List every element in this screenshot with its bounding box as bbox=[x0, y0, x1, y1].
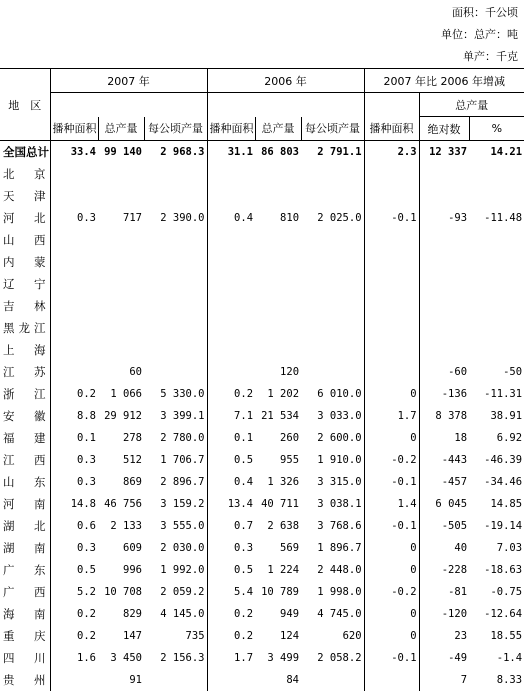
production-2007-cell: 46 756 bbox=[104, 498, 142, 510]
area-change-cell: 1.7 bbox=[364, 405, 419, 427]
production-2007-cell: 29 912 bbox=[104, 410, 142, 422]
area-change-cell: 0 bbox=[364, 383, 419, 405]
area-change-cell: -0.1 bbox=[364, 471, 419, 493]
area-2006-cell: 0.2 bbox=[207, 603, 255, 625]
table-row bbox=[0, 537, 524, 559]
area-change-cell bbox=[364, 295, 419, 317]
absolute-change-cell: -60 bbox=[419, 361, 469, 383]
yield-2007-cell: 1 992.0 bbox=[160, 564, 205, 576]
yield-2006-cell: 4 745.0 bbox=[317, 608, 362, 620]
absolute-change-cell bbox=[419, 229, 469, 251]
area-change-header: 播种面积 bbox=[364, 117, 419, 141]
region-cell: 湖南 bbox=[3, 541, 46, 555]
area-2007-header: 播种面积 bbox=[50, 117, 98, 141]
area-change-cell bbox=[364, 185, 419, 207]
year-2007-header: 2007 年 bbox=[50, 69, 207, 93]
absolute-change-cell: 40 bbox=[419, 537, 469, 559]
yield-2006-cell: 1 998.0 bbox=[317, 586, 362, 598]
production-2007-cell bbox=[98, 273, 144, 295]
production-2006-cell: 949 bbox=[280, 608, 300, 620]
region-cell: 全国总计 bbox=[3, 145, 49, 159]
area-2007-cell bbox=[50, 229, 98, 251]
production-2007-cell: 609 bbox=[123, 542, 142, 554]
area-2006-cell: 13.4 bbox=[207, 493, 255, 515]
percent-change-cell: -12.64 bbox=[484, 608, 523, 620]
total-production-subheader: 总产量 bbox=[419, 93, 524, 117]
region-cell: 江苏 bbox=[3, 365, 46, 379]
area-2006-cell bbox=[207, 185, 255, 207]
yield-2007-cell: 5 330.0 bbox=[160, 388, 205, 400]
yield-2007-cell bbox=[144, 669, 207, 691]
production-2007-cell: 829 bbox=[123, 608, 142, 620]
production-2007-cell: 60 bbox=[129, 366, 142, 378]
production-2007-cell: 869 bbox=[123, 476, 142, 488]
production-unit-note: 单位：总产：吨 bbox=[441, 28, 518, 41]
area-2006-cell: 0.4 bbox=[207, 207, 255, 229]
percent-change-cell: -18.63 bbox=[484, 564, 523, 576]
table-row bbox=[0, 339, 524, 361]
table-row bbox=[0, 295, 524, 317]
area-2006-cell: 0.2 bbox=[207, 625, 255, 647]
area-2007-cell: 8.8 bbox=[50, 405, 98, 427]
table-row bbox=[0, 625, 524, 647]
production-2007-cell bbox=[98, 229, 144, 251]
yield-2007-header: 每公顷产量 bbox=[144, 117, 207, 141]
percent-change-cell: 7.03 bbox=[496, 542, 523, 554]
yield-2006-cell: 620 bbox=[342, 630, 362, 642]
table-row bbox=[0, 273, 524, 295]
area-change-cell bbox=[364, 229, 419, 251]
absolute-change-cell bbox=[419, 317, 469, 339]
area-2006-cell: 0.2 bbox=[207, 383, 255, 405]
area-change-cell bbox=[364, 317, 419, 339]
region-cell: 天津 bbox=[3, 189, 46, 203]
area-2006-cell: 7.1 bbox=[207, 405, 255, 427]
percent-change-cell: -0.75 bbox=[490, 586, 523, 598]
yield-2006-cell bbox=[301, 229, 364, 251]
region-cell: 浙江 bbox=[3, 387, 46, 401]
table-row bbox=[0, 361, 524, 383]
production-2006-cell: 810 bbox=[280, 212, 300, 224]
table-row bbox=[0, 207, 524, 229]
region-cell: 安徽 bbox=[3, 409, 46, 423]
percent-change-cell: 38.91 bbox=[490, 410, 523, 422]
region-cell: 河南 bbox=[3, 497, 46, 511]
area-2007-cell: 5.2 bbox=[50, 581, 98, 603]
region-cell: 内蒙 bbox=[3, 255, 46, 269]
yield-unit-note: 单产：千克 bbox=[463, 50, 518, 63]
yield-2007-cell: 2 896.7 bbox=[160, 476, 205, 488]
yield-2006-cell bbox=[301, 163, 364, 185]
area-2006-cell bbox=[207, 229, 255, 251]
table-row bbox=[0, 251, 524, 273]
table-row bbox=[0, 559, 524, 581]
percent-change-cell: 14.21 bbox=[490, 146, 523, 158]
absolute-change-cell bbox=[419, 295, 469, 317]
production-2006-cell: 2 638 bbox=[267, 520, 300, 532]
absolute-change-cell: -81 bbox=[419, 581, 469, 603]
area-change-cell bbox=[364, 669, 419, 691]
percent-change-cell: -11.31 bbox=[484, 388, 523, 400]
production-2006-cell bbox=[255, 339, 301, 361]
absolute-change-cell: 6 045 bbox=[419, 493, 469, 515]
area-2006-cell: 31.1 bbox=[207, 141, 255, 164]
area-2007-cell: 0.3 bbox=[50, 537, 98, 559]
percent-change-cell bbox=[469, 251, 524, 273]
yield-2007-cell bbox=[144, 185, 207, 207]
area-2007-cell bbox=[50, 669, 98, 691]
area-change-cell: 0 bbox=[364, 537, 419, 559]
area-2006-cell bbox=[207, 163, 255, 185]
table-row bbox=[0, 471, 524, 493]
production-2007-header: 总产量 bbox=[98, 117, 144, 141]
production-2006-cell: 955 bbox=[280, 454, 300, 466]
production-2006-cell: 1 202 bbox=[267, 388, 300, 400]
yield-2007-cell: 3 555.0 bbox=[160, 520, 205, 532]
area-2006-header: 播种面积 bbox=[207, 117, 255, 141]
region-cell: 北京 bbox=[3, 167, 46, 181]
region-cell: 江西 bbox=[3, 453, 46, 467]
area-2006-cell: 0.4 bbox=[207, 471, 255, 493]
yield-2006-cell: 2 058.2 bbox=[317, 652, 362, 664]
area-2007-cell: 0.3 bbox=[50, 471, 98, 493]
production-2006-header: 总产量 bbox=[255, 117, 301, 141]
region-cell: 山东 bbox=[3, 475, 46, 489]
region-cell: 黑龙江 bbox=[3, 321, 46, 335]
production-2006-cell: 10 789 bbox=[261, 586, 300, 598]
production-2007-cell bbox=[98, 163, 144, 185]
absolute-change-cell bbox=[419, 273, 469, 295]
area-2007-cell: 0.3 bbox=[50, 207, 98, 229]
area-change-cell: -0.2 bbox=[364, 449, 419, 471]
yield-2006-cell: 3 038.1 bbox=[317, 498, 362, 510]
yield-2007-cell bbox=[144, 339, 207, 361]
absolute-change-cell: 12 337 bbox=[419, 141, 469, 164]
production-2006-cell bbox=[255, 273, 301, 295]
area-change-cell: -0.1 bbox=[364, 647, 419, 669]
production-2006-cell bbox=[255, 251, 301, 273]
area-2006-cell: 0.5 bbox=[207, 559, 255, 581]
yield-2006-cell bbox=[301, 251, 364, 273]
yield-2007-cell: 735 bbox=[185, 630, 205, 642]
table-row bbox=[0, 229, 524, 251]
yield-2006-cell bbox=[301, 273, 364, 295]
yield-2006-cell: 2 600.0 bbox=[317, 432, 362, 444]
yield-2006-cell: 1 910.0 bbox=[317, 454, 362, 466]
area-2007-cell bbox=[50, 339, 98, 361]
production-2006-cell: 120 bbox=[280, 366, 300, 378]
area-2007-cell: 0.3 bbox=[50, 449, 98, 471]
production-2007-cell: 278 bbox=[123, 432, 142, 444]
production-2007-cell: 10 708 bbox=[104, 586, 142, 598]
area-2007-cell bbox=[50, 361, 98, 383]
area-change-cell bbox=[364, 273, 419, 295]
yield-2007-cell: 2 030.0 bbox=[160, 542, 205, 554]
production-2006-cell: 124 bbox=[280, 630, 300, 642]
region-cell: 河北 bbox=[3, 211, 46, 225]
production-2007-cell: 99 140 bbox=[104, 146, 142, 158]
table-row bbox=[0, 515, 524, 537]
production-2006-cell bbox=[255, 185, 301, 207]
year-2006-header: 2006 年 bbox=[207, 69, 364, 93]
production-2006-cell: 21 534 bbox=[261, 410, 300, 422]
percent-change-cell bbox=[469, 163, 524, 185]
percent-change-cell bbox=[469, 317, 524, 339]
production-2006-cell: 260 bbox=[280, 432, 300, 444]
area-change-cell: -0.2 bbox=[364, 581, 419, 603]
area-2007-cell bbox=[50, 185, 98, 207]
yield-2007-cell bbox=[144, 163, 207, 185]
area-change-cell: 0 bbox=[364, 603, 419, 625]
region-cell: 福建 bbox=[3, 431, 46, 445]
production-2007-cell bbox=[98, 339, 144, 361]
production-2007-cell bbox=[98, 185, 144, 207]
region-cell: 山西 bbox=[3, 233, 46, 247]
production-2006-cell: 40 711 bbox=[261, 498, 300, 510]
area-2007-cell bbox=[50, 163, 98, 185]
table-row bbox=[0, 383, 524, 405]
region-cell: 湖北 bbox=[3, 519, 46, 533]
production-2006-cell: 1 224 bbox=[267, 564, 300, 576]
change-header: 2007 年比 2006 年增减 bbox=[364, 69, 524, 93]
table-row bbox=[0, 647, 524, 669]
yield-2006-header: 每公顷产量 bbox=[301, 117, 364, 141]
area-change-cell: 0 bbox=[364, 427, 419, 449]
percent-change-cell: 18.55 bbox=[490, 630, 523, 642]
absolute-change-cell: 23 bbox=[419, 625, 469, 647]
absolute-change-cell bbox=[419, 251, 469, 273]
production-2006-cell bbox=[255, 295, 301, 317]
yield-2007-cell bbox=[144, 273, 207, 295]
area-change-cell: 0 bbox=[364, 559, 419, 581]
percent-change-cell: -11.48 bbox=[484, 212, 523, 224]
yield-2007-cell: 3 399.1 bbox=[160, 410, 205, 422]
area-2007-cell: 33.4 bbox=[50, 141, 98, 164]
area-2007-cell: 14.8 bbox=[50, 493, 98, 515]
percent-change-cell bbox=[469, 295, 524, 317]
region-header: 地 区 bbox=[0, 69, 50, 141]
production-2007-cell bbox=[98, 317, 144, 339]
absolute-change-cell: -136 bbox=[419, 383, 469, 405]
area-2006-cell bbox=[207, 251, 255, 273]
percent-change-cell bbox=[469, 339, 524, 361]
area-2006-cell: 0.3 bbox=[207, 537, 255, 559]
national-total-row bbox=[0, 141, 524, 164]
percent-change-header: % bbox=[469, 117, 524, 141]
percent-change-cell: -46.39 bbox=[484, 454, 523, 466]
production-2007-cell: 717 bbox=[123, 212, 142, 224]
production-2006-cell: 86 803 bbox=[261, 146, 300, 158]
region-cell: 海南 bbox=[3, 607, 46, 621]
yield-2006-cell bbox=[301, 339, 364, 361]
area-change-cell: 1.4 bbox=[364, 493, 419, 515]
region-cell: 广西 bbox=[3, 585, 46, 599]
yield-2006-cell bbox=[301, 295, 364, 317]
yield-2007-cell bbox=[144, 317, 207, 339]
yield-2007-cell: 1 706.7 bbox=[160, 454, 205, 466]
area-2006-cell bbox=[207, 317, 255, 339]
area-2006-cell: 0.5 bbox=[207, 449, 255, 471]
region-cell: 辽宁 bbox=[3, 277, 46, 291]
area-change-cell: -0.1 bbox=[364, 515, 419, 537]
production-2007-cell: 512 bbox=[123, 454, 142, 466]
production-2006-cell bbox=[255, 229, 301, 251]
absolute-change-header: 绝对数 bbox=[419, 117, 469, 141]
yield-2006-cell: 2 025.0 bbox=[317, 212, 362, 224]
absolute-change-cell: -120 bbox=[419, 603, 469, 625]
area-2006-cell bbox=[207, 361, 255, 383]
absolute-change-cell: -505 bbox=[419, 515, 469, 537]
yield-2007-cell: 2 059.2 bbox=[160, 586, 205, 598]
percent-change-cell: -19.14 bbox=[484, 520, 523, 532]
absolute-change-cell: 7 bbox=[419, 669, 469, 691]
production-2006-cell bbox=[255, 317, 301, 339]
production-2006-cell: 1 326 bbox=[267, 476, 300, 488]
percent-change-cell: 8.33 bbox=[496, 674, 523, 686]
table-row bbox=[0, 449, 524, 471]
yield-2006-cell: 3 315.0 bbox=[317, 476, 362, 488]
yield-2007-cell: 3 159.2 bbox=[160, 498, 205, 510]
percent-change-cell: -1.4 bbox=[496, 652, 523, 664]
area-2007-cell bbox=[50, 251, 98, 273]
absolute-change-cell: -49 bbox=[419, 647, 469, 669]
yield-2006-cell bbox=[301, 317, 364, 339]
percent-change-cell: 14.85 bbox=[490, 498, 523, 510]
production-2007-cell: 91 bbox=[129, 674, 142, 686]
region-cell: 吉林 bbox=[3, 299, 46, 313]
region-cell: 贵州 bbox=[3, 673, 46, 687]
table-row bbox=[0, 493, 524, 515]
statistics-table bbox=[0, 68, 524, 691]
table-row bbox=[0, 669, 524, 691]
area-2007-cell bbox=[50, 295, 98, 317]
area-2006-cell bbox=[207, 273, 255, 295]
yield-2007-cell bbox=[144, 361, 207, 383]
production-2007-cell: 147 bbox=[123, 630, 142, 642]
production-2006-cell: 84 bbox=[286, 674, 300, 686]
area-unit-note: 面积：千公顷 bbox=[452, 6, 518, 19]
absolute-change-cell: -457 bbox=[419, 471, 469, 493]
area-2007-cell: 0.6 bbox=[50, 515, 98, 537]
yield-2007-cell: 2 780.0 bbox=[160, 432, 205, 444]
yield-2006-cell: 3 768.6 bbox=[317, 520, 362, 532]
area-change-cell: -0.1 bbox=[364, 207, 419, 229]
percent-change-cell bbox=[469, 185, 524, 207]
yield-2007-cell: 2 968.3 bbox=[160, 146, 205, 158]
table-row bbox=[0, 427, 524, 449]
table-row bbox=[0, 163, 524, 185]
table-row bbox=[0, 603, 524, 625]
absolute-change-cell bbox=[419, 185, 469, 207]
area-2007-cell: 0.2 bbox=[50, 625, 98, 647]
area-change-cell: 0 bbox=[364, 625, 419, 647]
area-2006-cell: 1.7 bbox=[207, 647, 255, 669]
area-change-cell: 2.3 bbox=[364, 141, 419, 164]
area-2006-cell bbox=[207, 669, 255, 691]
yield-2007-cell: 2 156.3 bbox=[160, 652, 205, 664]
absolute-change-cell: -93 bbox=[419, 207, 469, 229]
area-change-cell bbox=[364, 163, 419, 185]
absolute-change-cell: 18 bbox=[419, 427, 469, 449]
area-2007-cell bbox=[50, 317, 98, 339]
area-2006-cell: 0.1 bbox=[207, 427, 255, 449]
area-2007-cell bbox=[50, 273, 98, 295]
yield-2006-cell bbox=[301, 361, 364, 383]
yield-2006-cell: 2 791.1 bbox=[317, 146, 362, 158]
area-2006-cell: 5.4 bbox=[207, 581, 255, 603]
area-2007-cell: 0.2 bbox=[50, 603, 98, 625]
yield-2006-cell bbox=[301, 669, 364, 691]
yield-2006-cell: 2 448.0 bbox=[317, 564, 362, 576]
percent-change-cell: -50 bbox=[503, 366, 523, 378]
production-2007-cell: 996 bbox=[123, 564, 142, 576]
table-row bbox=[0, 317, 524, 339]
yield-2007-cell bbox=[144, 295, 207, 317]
yield-2006-cell: 6 010.0 bbox=[317, 388, 362, 400]
production-2006-cell: 3 499 bbox=[267, 652, 300, 664]
production-2007-cell: 2 133 bbox=[110, 520, 142, 532]
yield-2006-cell: 3 033.0 bbox=[317, 410, 362, 422]
area-change-cell bbox=[364, 361, 419, 383]
percent-change-cell: -34.46 bbox=[484, 476, 523, 488]
yield-2007-cell bbox=[144, 251, 207, 273]
region-cell: 四川 bbox=[3, 651, 46, 665]
table-row bbox=[0, 405, 524, 427]
area-2006-cell: 0.7 bbox=[207, 515, 255, 537]
percent-change-cell bbox=[469, 273, 524, 295]
area-2007-cell: 0.1 bbox=[50, 427, 98, 449]
production-2007-cell bbox=[98, 251, 144, 273]
area-2006-cell bbox=[207, 339, 255, 361]
production-2007-cell: 3 450 bbox=[110, 652, 142, 664]
yield-2006-cell: 1 896.7 bbox=[317, 542, 362, 554]
absolute-change-cell: -228 bbox=[419, 559, 469, 581]
production-2006-cell bbox=[255, 163, 301, 185]
absolute-change-cell bbox=[419, 339, 469, 361]
yield-2007-cell: 2 390.0 bbox=[160, 212, 205, 224]
area-2007-cell: 0.2 bbox=[50, 383, 98, 405]
table-row bbox=[0, 185, 524, 207]
region-cell: 重庆 bbox=[3, 629, 46, 643]
absolute-change-cell bbox=[419, 163, 469, 185]
yield-2007-cell: 4 145.0 bbox=[160, 608, 205, 620]
percent-change-cell bbox=[469, 229, 524, 251]
production-2007-cell bbox=[98, 295, 144, 317]
production-2007-cell: 1 066 bbox=[110, 388, 142, 400]
region-cell: 上海 bbox=[3, 343, 46, 357]
yield-2006-cell bbox=[301, 185, 364, 207]
area-2007-cell: 0.5 bbox=[50, 559, 98, 581]
absolute-change-cell: -443 bbox=[419, 449, 469, 471]
area-2006-cell bbox=[207, 295, 255, 317]
area-change-cell bbox=[364, 251, 419, 273]
production-2006-cell: 569 bbox=[280, 542, 300, 554]
yield-2007-cell bbox=[144, 229, 207, 251]
area-2007-cell: 1.6 bbox=[50, 647, 98, 669]
area-change-cell bbox=[364, 339, 419, 361]
percent-change-cell: 6.92 bbox=[496, 432, 523, 444]
region-cell: 广东 bbox=[3, 563, 46, 577]
table-row bbox=[0, 581, 524, 603]
absolute-change-cell: 8 378 bbox=[419, 405, 469, 427]
